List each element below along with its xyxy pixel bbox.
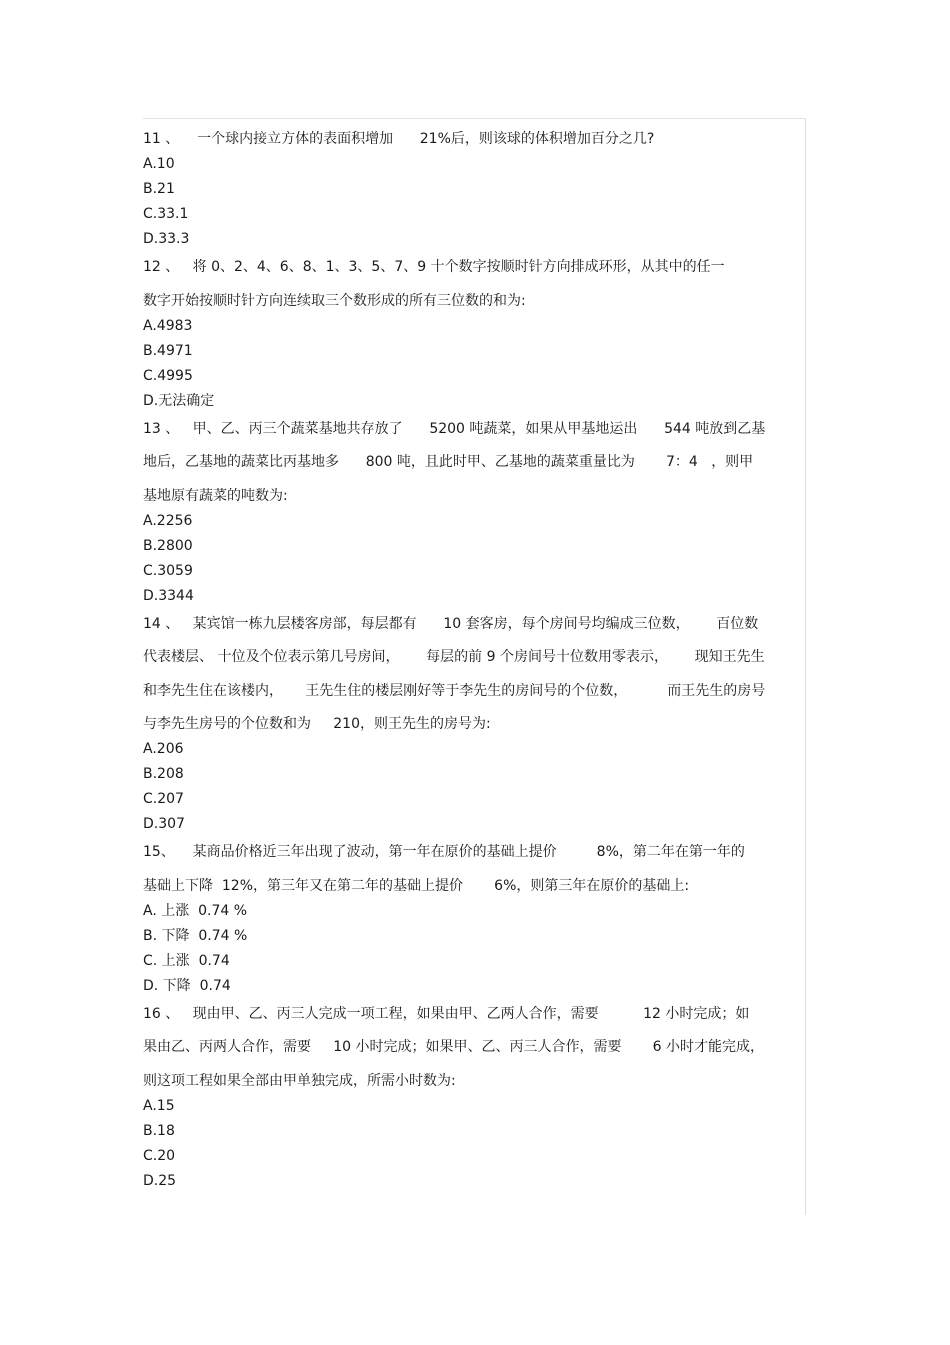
question-15 xyxy=(143,841,799,1003)
question-stem-line: 12 、 将 0、2、4、6、8、1、3、5、7、9 十个数字按顺时针方向排成环形，从其中的任一 xyxy=(143,259,725,275)
question-stem-line: 基础上下降 12%，第三年又在第二年的基础上提价 6%，则第三年在原价的基础上: xyxy=(143,877,690,894)
question-spacer xyxy=(143,1195,799,1198)
answer-option: A.2256 xyxy=(143,512,193,529)
question-14 xyxy=(143,613,799,842)
answer-option: D.307 xyxy=(143,816,185,832)
answer-option: B.208 xyxy=(143,766,184,782)
question-stem-line: 与李先生房号的个位数和为 210，则王先生的房号为: xyxy=(143,716,491,732)
answer-option: C.20 xyxy=(143,1147,176,1164)
question-stem-line: 数字开始按顺时针方向连续取三个数形成的所有三位数的和为: xyxy=(143,292,526,309)
answer-option: D.33.3 xyxy=(143,231,190,247)
answer-option: A.4983 xyxy=(143,317,193,334)
question-stem-line: 基地原有蔬菜的吨数为: xyxy=(143,487,288,504)
answer-option: C. 上涨 0.74 xyxy=(143,952,230,969)
answer-option: B.21 xyxy=(143,181,175,197)
answer-option: B.2800 xyxy=(143,537,193,554)
question-stem-line: 地后，乙基地的蔬菜比丙基地多 800 吨，且此时甲、乙基地的蔬菜重量比为 7：4 ，则甲 xyxy=(143,454,754,470)
question-stem-line: 14 、 某宾馆一栋九层楼客房部，每层都有 10 套客房，每个房间号均编成三位数， 百位数 xyxy=(143,615,759,632)
answer-option: C.207 xyxy=(143,791,184,807)
answer-option: A.10 xyxy=(143,156,175,172)
answer-option: C.3059 xyxy=(143,562,193,579)
answer-option: A.206 xyxy=(143,741,184,757)
answer-option: C.4995 xyxy=(143,367,193,384)
answer-option: C.33.1 xyxy=(143,206,189,222)
answer-option: D. 下降 0.74 xyxy=(143,977,231,994)
answer-option: B.18 xyxy=(143,1122,175,1139)
question-list xyxy=(143,128,799,1198)
question-stem-line: 11 、 一个球内接立方体的表面积增加 21%后，则该球的体积增加百分之几? xyxy=(143,131,655,147)
answer-option: A. 上涨 0.74 % xyxy=(143,902,248,919)
question-stem-line: 13 、 甲、乙、丙三个蔬菜基地共存放了 5200 吨蔬菜，如果从甲基地运出 544 吨放到乙基 xyxy=(143,420,766,437)
question-11 xyxy=(143,128,799,256)
question-stem-line: 15、 某商品价格近三年出现了波动，第一年在原价的基础上提价 8%，第二年在第一年的 xyxy=(143,844,745,860)
question-16 xyxy=(143,1003,799,1198)
question-stem-line: 16 、 现由甲、乙、丙三人完成一项工程，如果由甲、乙两人合作，需要 12 小时完成；如 xyxy=(143,1005,750,1022)
answer-option: D.3344 xyxy=(143,587,194,604)
question-stem-line: 果由乙、丙两人合作，需要 10 小时完成；如果甲、乙、丙三人合作，需要 6 小时才能完成， xyxy=(143,1039,765,1055)
question-12 xyxy=(143,256,799,418)
question-13 xyxy=(143,418,799,613)
answer-option: B.4971 xyxy=(143,342,193,359)
answer-option: D.25 xyxy=(143,1172,177,1189)
question-stem-line: 则这项工程如果全部由甲单独完成，所需小时数为: xyxy=(143,1072,456,1089)
question-stem-line: 和李先生住在该楼内， 王先生住的楼层刚好等于李先生的房间号的个位数， 而王先生的房号 xyxy=(143,682,766,699)
question-stem-line: 代表楼层、 十位及个位表示第几号房间， 每层的前 9 个房间号十位数用零表示， 现知王先生 xyxy=(143,649,765,665)
document-page xyxy=(143,118,806,1215)
answer-option: D.无法确定 xyxy=(143,392,215,409)
answer-option: A.15 xyxy=(143,1097,175,1114)
answer-option: B. 下降 0.74 % xyxy=(143,927,248,944)
